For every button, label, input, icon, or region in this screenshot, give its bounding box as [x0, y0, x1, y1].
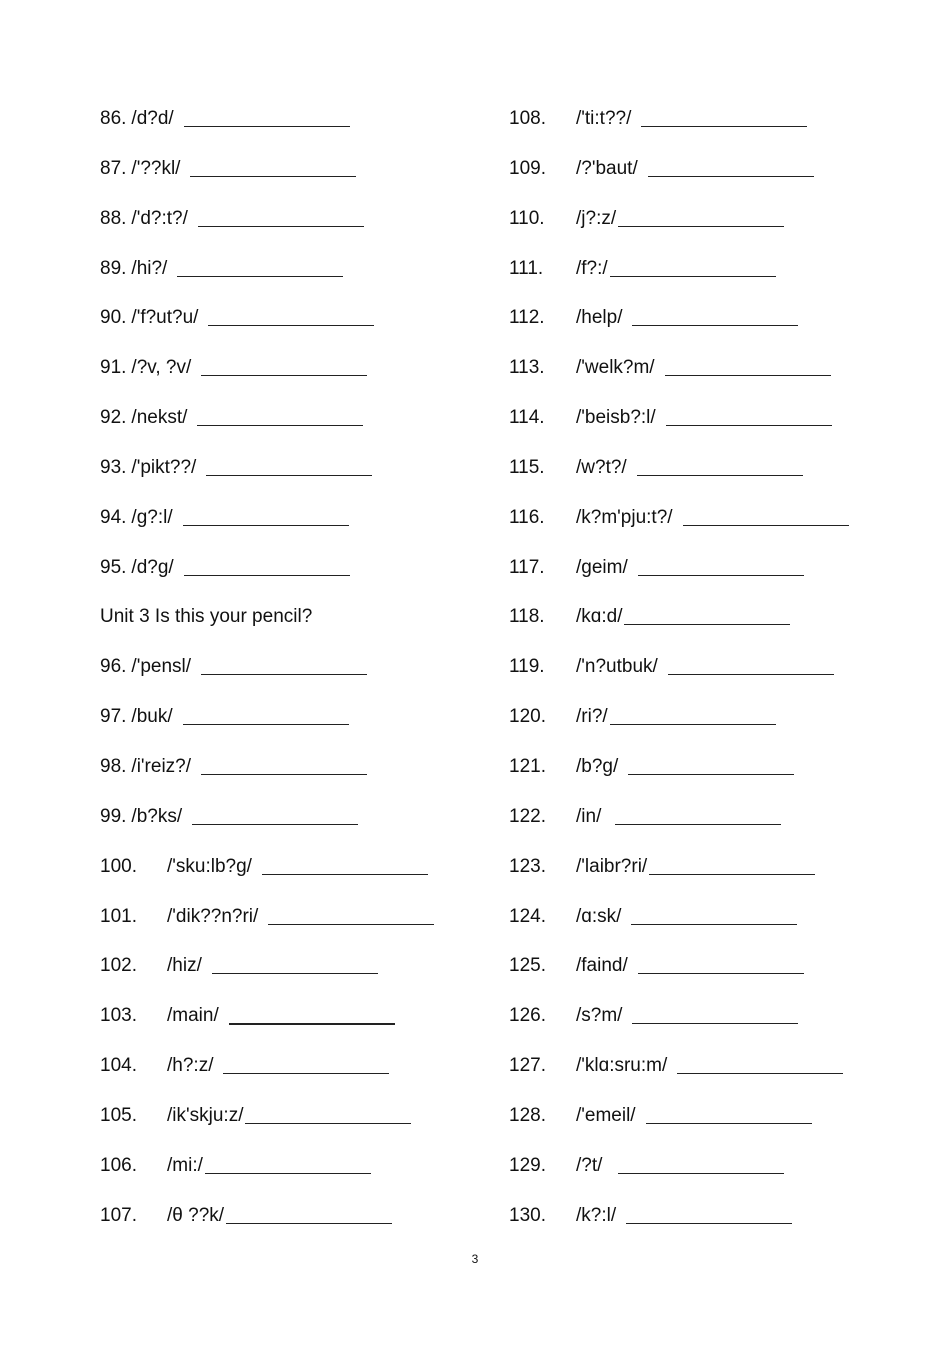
- item-number: 106.: [100, 1154, 137, 1176]
- vocab-item: [100, 254, 480, 304]
- phonetic-text: /'pensl/: [131, 656, 192, 678]
- item-number: 124.: [509, 905, 546, 927]
- answer-blank[interactable]: [205, 1151, 371, 1174]
- vocab-item: [100, 702, 480, 752]
- phonetic-text: /in/: [576, 805, 602, 827]
- item-number: 90.: [100, 307, 127, 329]
- vocab-item: [509, 104, 909, 154]
- phonetic-text: /help/: [576, 307, 623, 329]
- item-number: 113.: [509, 357, 545, 379]
- item-number: 97.: [100, 706, 127, 728]
- item-number: 98.: [100, 755, 127, 777]
- answer-blank[interactable]: [610, 702, 776, 725]
- phonetic-text: /f?:/: [576, 257, 608, 279]
- item-number: 100.: [100, 855, 137, 877]
- vocab-item: [509, 1201, 909, 1251]
- item-number: 107.: [100, 1204, 137, 1226]
- phonetic-text: /'klɑ:sru:m/: [576, 1055, 668, 1077]
- item-number: 129.: [509, 1154, 546, 1176]
- vocab-item: [509, 1151, 909, 1201]
- phonetic-text: /b?g/: [576, 755, 619, 777]
- item-number: 111.: [509, 257, 544, 279]
- answer-blank[interactable]: [668, 652, 834, 675]
- phonetic-text: /k?:l/: [576, 1204, 617, 1226]
- item-number: 103.: [100, 1005, 137, 1027]
- item-number: 99.: [100, 805, 127, 827]
- answer-blank[interactable]: [641, 104, 807, 127]
- phonetic-text: /'dik??n?ri/: [167, 905, 259, 927]
- answer-blank[interactable]: [618, 1151, 784, 1174]
- phonetic-text: /'emeil/: [576, 1104, 636, 1126]
- vocab-item: [100, 1051, 480, 1101]
- item-number: 125.: [509, 955, 546, 977]
- item-number: 112.: [509, 307, 545, 329]
- vocab-item: [509, 353, 909, 403]
- answer-blank[interactable]: [677, 1051, 843, 1074]
- item-number: 108.: [509, 108, 546, 129]
- vocab-item: [509, 553, 909, 603]
- phonetic-text: /ik'skju:z/: [167, 1104, 244, 1126]
- vocab-item: [100, 852, 480, 902]
- item-number: 86.: [100, 108, 127, 129]
- vocab-item: [100, 353, 480, 403]
- answer-blank[interactable]: [631, 902, 797, 925]
- vocab-item: [509, 503, 909, 553]
- answer-blank[interactable]: [183, 503, 349, 526]
- phonetic-text: /'??kl/: [131, 157, 181, 179]
- phonetic-text: /'pikt??/: [131, 456, 197, 478]
- answer-blank[interactable]: [183, 702, 349, 725]
- answer-blank[interactable]: [610, 254, 776, 277]
- answer-blank[interactable]: [226, 1201, 392, 1224]
- answer-blank[interactable]: [184, 104, 350, 127]
- vocab-item: [100, 104, 480, 154]
- answer-blank[interactable]: [184, 553, 350, 576]
- phonetic-text: /faind/: [576, 955, 628, 977]
- vocab-item: [100, 902, 480, 952]
- phonetic-text: /'welk?m/: [576, 357, 655, 379]
- item-number: 117.: [509, 556, 545, 578]
- item-number: 93.: [100, 456, 127, 478]
- phonetic-text: /i'reiz?/: [131, 755, 192, 777]
- left-column: [100, 104, 480, 1250]
- answer-blank[interactable]: [618, 204, 784, 227]
- phonetic-text: /ri?/: [576, 706, 608, 728]
- page-number: 3: [471, 1252, 479, 1266]
- phonetic-text: /nekst/: [131, 407, 188, 429]
- answer-blank[interactable]: [245, 1101, 411, 1124]
- vocab-item: [100, 303, 480, 353]
- answer-blank[interactable]: [632, 1001, 798, 1024]
- item-number: 116.: [509, 506, 545, 528]
- vocab-item: [509, 1001, 909, 1051]
- vocab-item: [100, 652, 480, 702]
- answer-blank[interactable]: [190, 154, 356, 177]
- phonetic-text: /?'baut/: [576, 157, 638, 179]
- answer-blank[interactable]: [626, 1201, 792, 1224]
- vocab-item: [100, 752, 480, 802]
- phonetic-text: /kɑ:d/: [576, 606, 623, 628]
- answer-blank[interactable]: [229, 1001, 395, 1025]
- answer-blank[interactable]: [208, 303, 374, 326]
- vocab-item: [509, 453, 909, 503]
- item-number: 121.: [509, 755, 546, 777]
- item-number: 87.: [100, 157, 127, 179]
- phonetic-text: /g?:l/: [131, 506, 173, 528]
- phonetic-text: /d?g/: [131, 556, 174, 578]
- vocab-item: [100, 503, 480, 553]
- answer-blank[interactable]: [268, 902, 434, 925]
- vocab-item: [509, 1051, 909, 1101]
- answer-blank[interactable]: [637, 453, 803, 476]
- vocab-item: [509, 154, 909, 204]
- vocab-item: [100, 1001, 480, 1051]
- vocab-item: [509, 303, 909, 353]
- vocab-item: [509, 1101, 909, 1151]
- vocab-item: [509, 254, 909, 304]
- item-number: 95.: [100, 556, 127, 578]
- phonetic-text: /mi:/: [167, 1154, 203, 1176]
- item-number: 102.: [100, 955, 137, 977]
- item-number: 91.: [100, 357, 127, 379]
- phonetic-text: /k?m'pju:t?/: [576, 506, 673, 528]
- vocab-item: [100, 553, 480, 603]
- answer-blank[interactable]: [632, 303, 798, 326]
- item-number: 114.: [509, 407, 545, 429]
- phonetic-text: /?t/: [576, 1154, 603, 1176]
- item-number: 120.: [509, 706, 546, 728]
- phonetic-text: /w?t?/: [576, 456, 627, 478]
- item-number: 118.: [509, 606, 545, 628]
- item-number: 104.: [100, 1055, 137, 1077]
- phonetic-text: /'sku:lb?g/: [167, 855, 252, 877]
- unit-heading: Unit 3 Is this your pencil?: [100, 606, 313, 628]
- item-number: 96.: [100, 656, 127, 678]
- answer-blank[interactable]: [201, 752, 367, 775]
- phonetic-text: /'n?utbuk/: [576, 656, 658, 678]
- phonetic-text: /s?m/: [576, 1005, 623, 1027]
- phonetic-text: /hi?/: [131, 257, 168, 279]
- phonetic-text: /'f?ut?u/: [131, 307, 199, 329]
- phonetic-text: /geim/: [576, 556, 628, 578]
- phonetic-text: /main/: [167, 1005, 219, 1027]
- answer-blank[interactable]: [198, 204, 364, 227]
- item-number: 126.: [509, 1005, 546, 1027]
- item-number: 94.: [100, 506, 127, 528]
- item-number: 123.: [509, 855, 546, 877]
- item-number: 115.: [509, 456, 545, 478]
- phonetic-text: /θ ??k/: [167, 1204, 225, 1226]
- item-number: 130.: [509, 1204, 546, 1226]
- answer-blank[interactable]: [201, 353, 367, 376]
- vocab-item: [100, 154, 480, 204]
- phonetic-text: /hiz/: [167, 955, 202, 977]
- answer-blank[interactable]: [648, 154, 814, 177]
- vocab-item: [100, 951, 480, 1001]
- item-number: 89.: [100, 257, 127, 279]
- item-number: 109.: [509, 157, 546, 179]
- item-number: 101.: [100, 905, 137, 927]
- vocab-item: [509, 652, 909, 702]
- answer-blank[interactable]: [649, 852, 815, 875]
- vocab-item: [100, 802, 480, 852]
- vocab-item: [509, 752, 909, 802]
- vocab-item: [100, 1201, 480, 1251]
- item-number: 110.: [509, 207, 545, 229]
- phonetic-text: /'ti:t??/: [576, 108, 632, 129]
- phonetic-text: /'d?:t?/: [131, 207, 188, 229]
- phonetic-text: /ɑ:sk/: [576, 905, 622, 927]
- answer-blank[interactable]: [666, 403, 832, 426]
- answer-blank[interactable]: [638, 951, 804, 974]
- answer-blank[interactable]: [212, 951, 378, 974]
- answer-blank[interactable]: [177, 254, 343, 277]
- item-number: 88.: [100, 207, 127, 229]
- phonetic-text: /d?d/: [131, 108, 174, 129]
- answer-blank[interactable]: [192, 802, 358, 825]
- vocab-item: [509, 204, 909, 254]
- answer-blank[interactable]: [206, 453, 372, 476]
- vocab-item: [509, 902, 909, 952]
- phonetic-text: /?v, ?v/: [131, 357, 192, 379]
- answer-blank[interactable]: [197, 403, 363, 426]
- phonetic-text: /j?:z/: [576, 207, 617, 229]
- phonetic-text: /'laibr?ri/: [576, 855, 648, 877]
- item-number: 119.: [509, 656, 545, 678]
- item-number: 92.: [100, 407, 127, 429]
- answer-blank[interactable]: [646, 1101, 812, 1124]
- phonetic-text: /h?:z/: [167, 1055, 214, 1077]
- vocab-item: [100, 1101, 480, 1151]
- answer-blank[interactable]: [638, 553, 804, 576]
- answer-blank[interactable]: [262, 852, 428, 875]
- answer-blank[interactable]: [223, 1051, 389, 1074]
- item-number: 122.: [509, 805, 546, 827]
- answer-blank[interactable]: [624, 602, 790, 625]
- item-number: 105.: [100, 1104, 137, 1126]
- right-column: [509, 104, 909, 1250]
- answer-blank[interactable]: [628, 752, 794, 775]
- answer-blank[interactable]: [201, 652, 367, 675]
- answer-blank[interactable]: [615, 802, 781, 825]
- phonetic-text: /buk/: [131, 706, 173, 728]
- vocab-item: [509, 852, 909, 902]
- vocab-item: [100, 204, 480, 254]
- item-number: 128.: [509, 1104, 546, 1126]
- phonetic-text: /'beisb?:l/: [576, 407, 656, 429]
- vocab-item: [100, 453, 480, 503]
- item-number: 127.: [509, 1055, 546, 1077]
- vocab-item: [509, 951, 909, 1001]
- answer-blank[interactable]: [683, 503, 849, 526]
- vocab-item: [100, 1151, 480, 1201]
- vocab-item: [100, 403, 480, 453]
- vocab-item: [509, 403, 909, 453]
- vocab-item: [509, 602, 909, 652]
- phonetic-text: /b?ks/: [131, 805, 183, 827]
- answer-blank[interactable]: [665, 353, 831, 376]
- vocab-item: [509, 802, 909, 852]
- vocab-item: [509, 702, 909, 752]
